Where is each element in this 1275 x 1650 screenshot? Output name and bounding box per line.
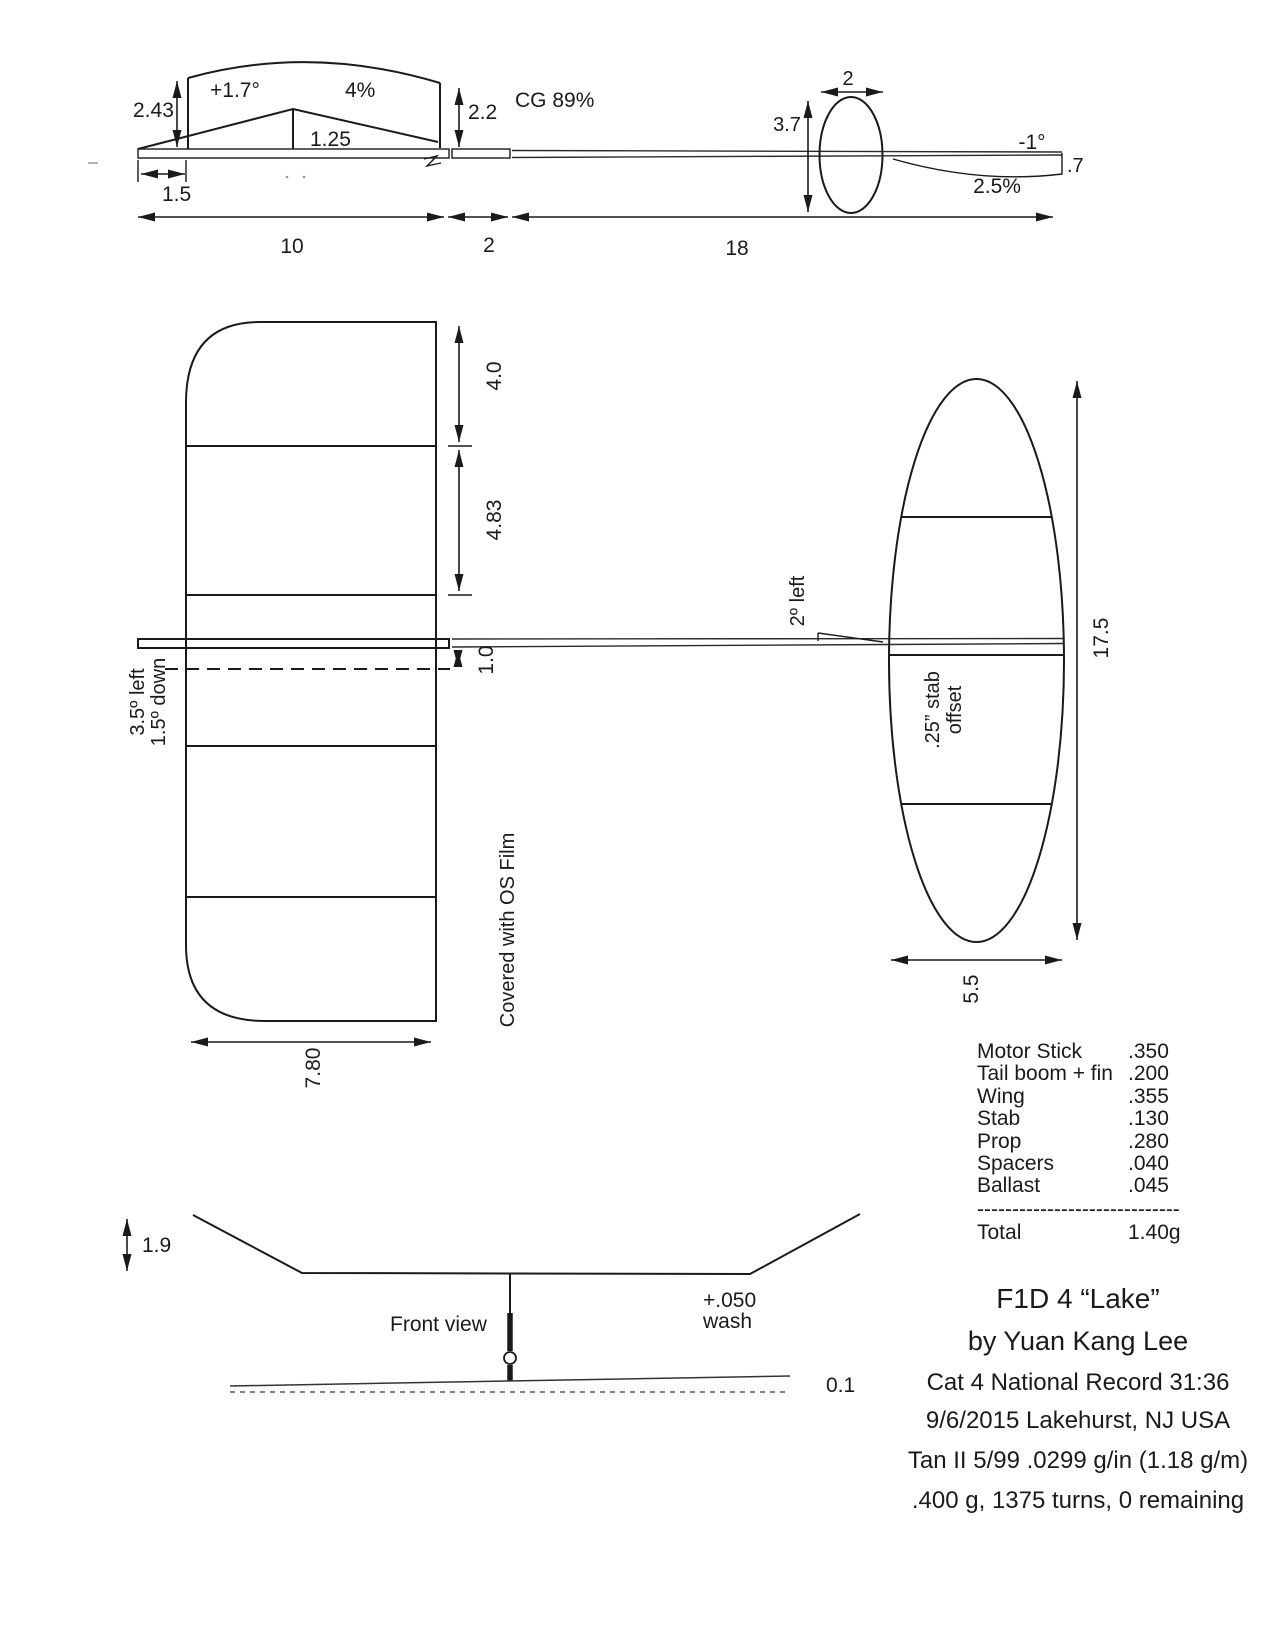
front-wing-line — [193, 1214, 860, 1274]
rubber-line: Tan II 5/99 .0299 g/in (1.18 g/m) — [907, 1447, 1249, 1474]
weight-total-value: 1.40g — [1128, 1221, 1181, 1244]
stab-span-label: 17.5 — [1090, 617, 1113, 659]
weight-row-value: .350 — [1128, 1040, 1169, 1063]
nose-length-label: 1.5 — [162, 183, 192, 206]
stick-length-label: 10 — [280, 235, 304, 258]
cg-label: CG 89% — [515, 89, 595, 112]
title-block — [908, 1283, 1248, 1514]
weight-row-label: Spacers — [977, 1152, 1055, 1175]
spacer-length-label: 2 — [483, 234, 495, 257]
prop-bearing-circle — [504, 1352, 516, 1364]
prop-disc — [820, 97, 883, 213]
weight-row-value: .200 — [1128, 1062, 1169, 1085]
tail-boom-plan-top — [452, 639, 1064, 640]
tail-post-label: .7 — [1067, 155, 1084, 177]
le-height-label: 2.43 — [133, 99, 174, 122]
stray-dot — [303, 176, 306, 179]
weight-row-label: Stab — [977, 1107, 1021, 1130]
front-view — [127, 1214, 860, 1397]
tail-boom-plan-bottom — [452, 644, 1064, 648]
weight-row-value: .355 — [1128, 1085, 1169, 1108]
weight-separator: ----------------------------- — [977, 1198, 1180, 1221]
weight-row-value: .040 — [1128, 1152, 1169, 1175]
camber-label: 4% — [345, 79, 376, 102]
wash-value-label: +.050 — [703, 1289, 757, 1312]
weight-row-value: .130 — [1128, 1107, 1169, 1130]
motor-line: .400 g, 1375 turns, 0 remaining — [911, 1487, 1245, 1514]
fin-offset-label: 2º left — [787, 575, 809, 627]
record-line: Cat 4 National Record 31:36 — [926, 1369, 1230, 1396]
weight-row-label: Motor Stick — [977, 1040, 1083, 1063]
spacer-side — [452, 149, 510, 158]
stab-incidence-label: -1° — [1018, 131, 1046, 154]
stab-chord-label: 5.5 — [960, 974, 983, 1004]
stab-side-outline — [893, 153, 1062, 177]
weight-total-label: Total — [977, 1221, 1022, 1244]
weight-row-label: Prop — [977, 1130, 1022, 1153]
dihedral-label: 1.9 — [142, 1234, 172, 1257]
stab-tilt-label: 0.1 — [826, 1374, 856, 1397]
te-height-label: 2.2 — [468, 101, 498, 124]
washin-label-line2: 1.5º down — [148, 657, 170, 747]
weight-row-label: Tail boom + fin — [977, 1062, 1113, 1085]
wing-outline — [186, 322, 436, 1021]
pylon-height-label: 1.25 — [310, 128, 351, 151]
stab-camber-label: 2.5% — [973, 175, 1021, 198]
weight-row-value: .045 — [1128, 1174, 1169, 1197]
stab-outline — [889, 379, 1064, 942]
stab-offset-label-line2: offset — [944, 685, 966, 735]
washin-label-line1: 3.5º left — [127, 668, 149, 736]
front-view-caption: Front view — [390, 1313, 487, 1336]
prop-height-label: 3.7 — [773, 114, 801, 136]
weight-table — [977, 1040, 1181, 1244]
chord-label: 7.80 — [302, 1047, 325, 1089]
boom-length-label: 18 — [725, 237, 749, 260]
plan-author: by Yuan Kang Lee — [967, 1326, 1189, 1356]
stab-top-view — [787, 379, 1113, 1004]
weight-row-label: Wing — [977, 1085, 1025, 1108]
plan-title: F1D 4 “Lake” — [996, 1283, 1160, 1314]
wash-word-label: wash — [703, 1310, 753, 1333]
weight-row-value: .280 — [1128, 1130, 1169, 1153]
fin-wedge — [818, 633, 883, 642]
incidence-label: +1.7° — [210, 79, 260, 102]
tail-boom-top-line — [512, 151, 1062, 153]
event-line: 9/6/2015 Lakehurst, NJ USA — [925, 1407, 1231, 1434]
mid-panel-label: 4.83 — [483, 499, 506, 541]
stray-dot — [286, 176, 289, 179]
tail-boom-bottom-line — [512, 155, 1062, 158]
tip-panel-label: 4.0 — [483, 361, 506, 391]
prop-diameter-label: 2 — [842, 68, 854, 90]
stab-offset-label-line1: .25” stab — [922, 671, 944, 749]
motor-stick-side — [138, 149, 449, 158]
motor-stick-plan — [138, 639, 449, 648]
pylon-outline — [138, 109, 438, 149]
weight-row-label: Ballast — [977, 1174, 1041, 1197]
side-view — [88, 62, 1084, 260]
stab-drop-label: 1.0 — [475, 645, 498, 675]
covering-label: Covered with OS Film — [497, 832, 519, 1028]
